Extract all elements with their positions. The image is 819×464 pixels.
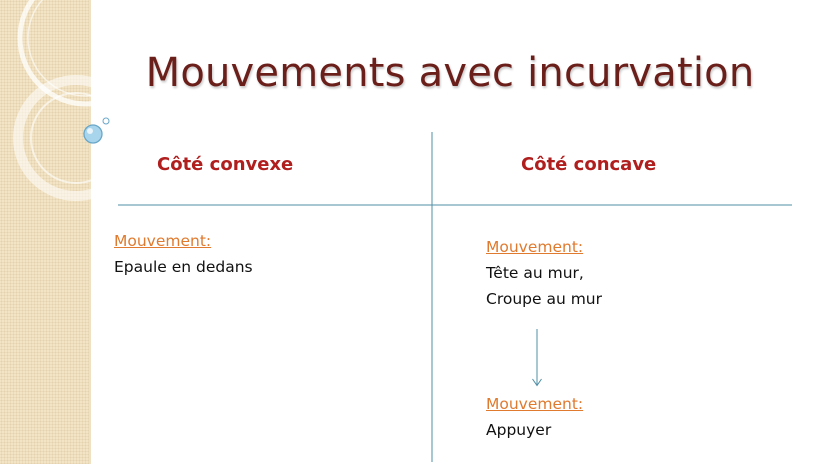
column-heading-convex: Côté convexe	[157, 154, 294, 175]
column-heading-concave: Côté concave	[521, 154, 657, 175]
movement-label: Mouvement:	[486, 238, 584, 256]
movement-block-concave-1	[486, 234, 602, 312]
movement-text: Croupe au mur	[486, 290, 603, 308]
slide-title: Mouvements avec incurvation	[145, 50, 755, 96]
movement-block-convex	[114, 228, 253, 280]
movement-label: Mouvement:	[114, 232, 212, 250]
movement-text: Tête au mur,	[486, 264, 584, 282]
movement-text: Epaule en dedans	[114, 258, 253, 276]
movement-block-concave-2	[486, 391, 583, 443]
down-arrow-icon	[533, 329, 542, 386]
movement-label: Mouvement:	[486, 395, 584, 413]
movement-text: Appuyer	[486, 421, 552, 439]
